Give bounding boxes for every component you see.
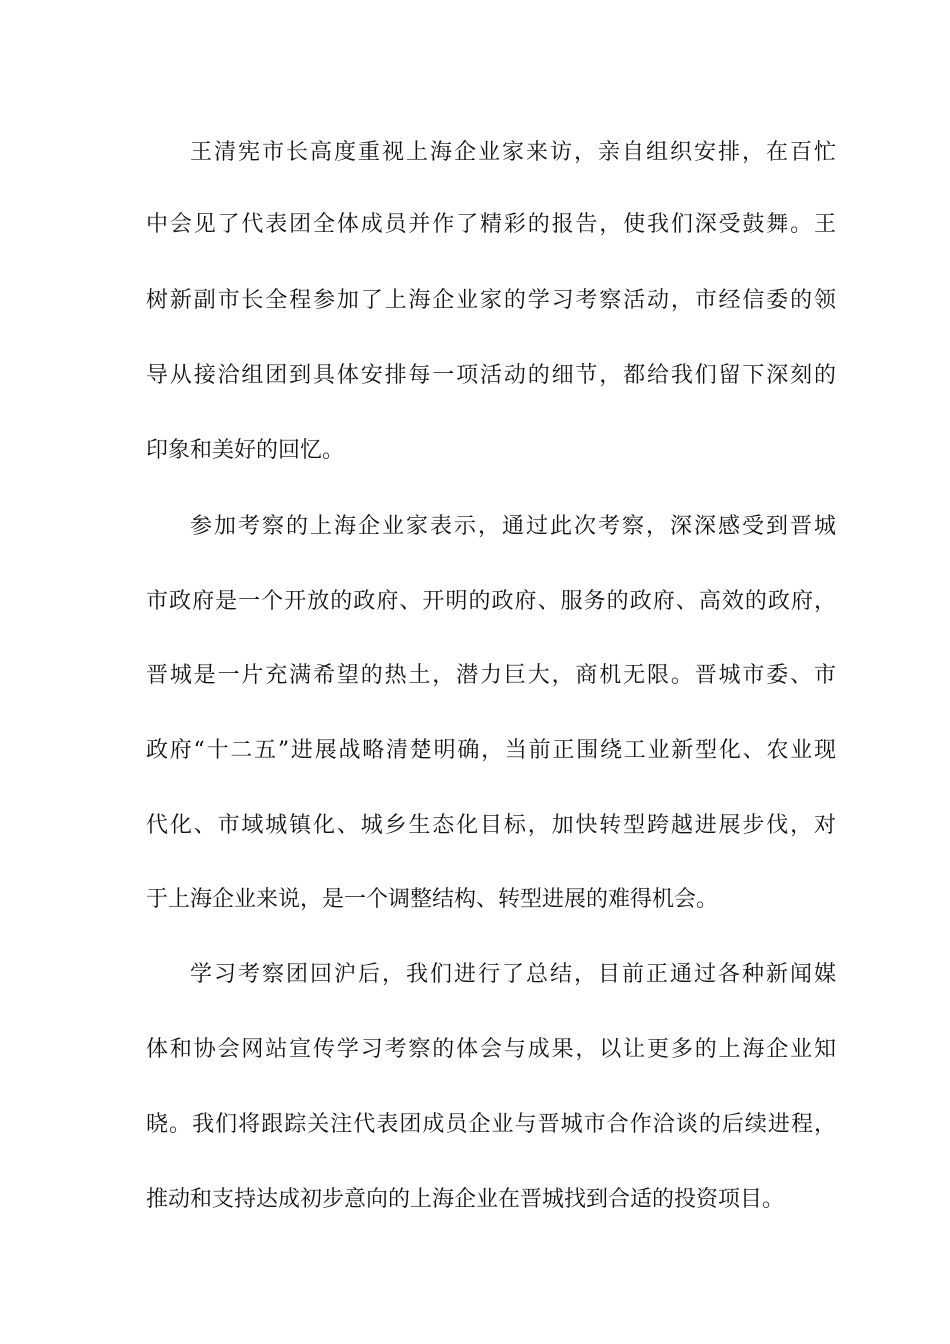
- paragraph-2-line-3: 晋城是一片充满希望的热土，潜力巨大，商机无限。晋城市委、市: [146, 663, 836, 688]
- paragraph-1-line-4: 导从接洽组团到具体安排每一项活动的细节，都给我们留下深刻的: [146, 363, 836, 388]
- paragraph-1-line-2: 中会见了代表团全体成员并作了精彩的报告，使我们深受鼓舞。王: [146, 212, 836, 237]
- paragraph-2-line-6: 于上海企业来说，是一个调整结构、转型进展的难得机会。: [146, 887, 719, 912]
- paragraph-2-line-2: 市政府是一个开放的政府、开明的政府、服务的政府、高效的政府，: [146, 589, 836, 614]
- paragraph-2-line-4: 政府“十二五”进展战略清楚明确，当前正围绕工业新型化、农业现: [146, 738, 836, 763]
- paragraph-3-line-3: 晓。我们将跟踪关注代表团成员企业与晋城市合作洽谈的后续进程，: [146, 1112, 836, 1137]
- paragraph-1-line-3: 树新副市长全程参加了上海企业家的学习考察活动，市经信委的领: [146, 288, 836, 313]
- paragraph-1-line-5: 印象和美好的回忆。: [146, 438, 345, 463]
- paragraph-1-line-1: 王清宪市长高度重视上海企业家来访，亲自组织安排，在百忙: [190, 140, 836, 165]
- paragraph-2-line-1: 参加考察的上海企业家表示，通过此次考察，深深感受到晋城: [190, 514, 836, 539]
- paragraph-3-line-2: 体和协会网站宣传学习考察的体会与成果，以让更多的上海企业知: [146, 1037, 836, 1062]
- paragraph-3-line-4: 推动和支持达成初步意向的上海企业在晋城找到合适的投资项目。: [146, 1187, 785, 1212]
- paragraph-3-line-1: 学习考察团回沪后，我们进行了总结，目前正通过各种新闻媒: [190, 962, 836, 987]
- paragraph-2-line-5: 代化、市域城镇化、城乡生态化目标，加快转型跨越进展步伐，对: [146, 813, 836, 838]
